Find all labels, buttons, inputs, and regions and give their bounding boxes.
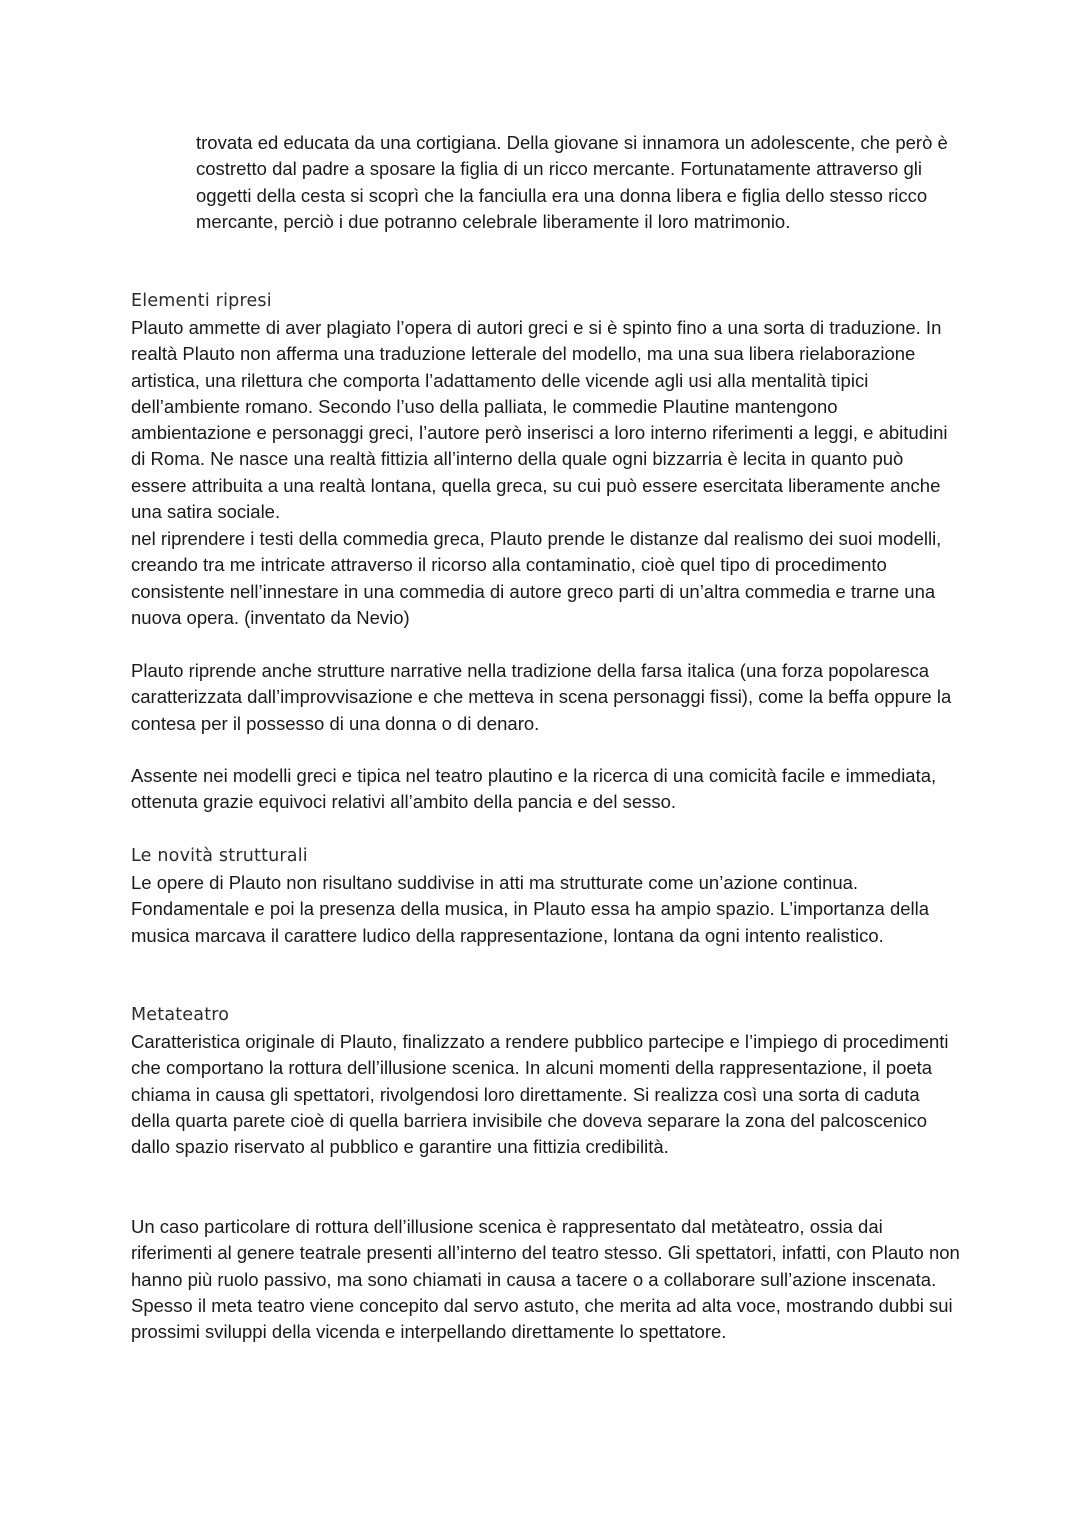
elementi-paragraph-3: Plauto riprende anche strutture narrative nella tradizione della farsa italica (una forza popolaresca caratterizzata dall’improvvisazione e che metteva in scena personaggi fissi), come la beffa oppure la contesa per il possesso di una donna o di denaro. — [131, 660, 952, 734]
section-heading-novita-strutturali: Le novità strutturali — [131, 846, 308, 866]
elementi-paragraph-4: Assente nei modelli greci e tipica nel teatro plautino e la ricerca di una comicità facile e immediata, ottenuta grazie equivoci relativi all’ambito della pancia e del sesso. — [131, 765, 937, 813]
intro-paragraph: trovata ed educata da una cortigiana. Della giovane si innamora un adolescente, che però è costretto dal padre a sposare la figlia di un ricco mercante. Fortunatamente attraverso gli oggetti della cesta si scoprì che la fanciulla era una donna libera e figlia dello stesso ricco mercante, perciò i due potranno celebrale liberamente il loro matrimonio. — [196, 132, 948, 232]
elementi-paragraph-2: nel riprendere i testi della commedia greca, Plauto prende le distanze dal realismo dei suoi modelli, creando tra me intricate attraverso il ricorso alla contaminatio, cioè quel tipo di procedimento consistente nell’innestare in una commedia di autore greco parti di un’altra commedia e trarne una nuova opera. (inventato da Nevio) — [131, 528, 942, 628]
metateatro-paragraph-2: Un caso particolare di rottura dell’illusione scenica è rappresentato dal metàteatro, ossia dai riferimenti al genere teatrale presenti all’interno del teatro stesso. Gli spettatori, infatti, con Plauto non hanno più ruolo passivo, ma sono chiamati in causa a tacere o a collaborare sull’azione inscenata. Spesso il meta teatro viene concepito dal servo astuto, che merita ad alta voce, mostrando dubbi sui prossimi sviluppi della vicenda e interpellando direttamente lo spettatore. — [131, 1216, 960, 1343]
elementi-paragraph-1: Plauto ammette di aver plagiato l’opera di autori greci e si è spinto fino a una sorta di traduzione. In realtà Plauto non afferma una traduzione letterale del modello, ma una sua libera rielaborazione artistica, una rilettura che comporta l’adattamento delle vicende agli usi alla mentalità tipici dell’ambiente romano. Secondo l’uso della palliata, le commedie Plautine mantengono ambientazione e personaggi greci, l’autore però inserisci a loro interno riferimenti a leggi, e abitudini di Roma. Ne nasce una realtà fittizia all’interno della quale ogni bizzarria è lecita in quanto può essere attribuita a una realtà lontana, quella greca, su cui può essere esercitata liberamente anche una satira sociale. — [131, 317, 948, 523]
section-heading-metateatro: Metateatro — [131, 1005, 230, 1025]
novita-paragraph-1: Le opere di Plauto non risultano suddivise in atti ma strutturate come un’azione continua. Fondamentale e poi la presenza della musica, in Plauto essa ha ampio spazio. L’importanza della musica marcava il carattere ludico della rappresentazione, lontana da ogni intento realistico. — [131, 872, 930, 946]
metateatro-paragraph-1: Caratteristica originale di Plauto, finalizzato a rendere pubblico partecipe e l’impiego di procedimenti che comportano la rottura dell’illusione scenica. In alcuni momenti della rappresentazione, il poeta chiama in causa gli spettatori, rivolgendosi loro direttamente. Si realizza così una sorta di caduta della quarta parete cioè di quella barriera invisibile che doveva separare la zona del palcoscenico dallo spazio riservato al pubblico e garantire una fittizia credibilità. — [131, 1031, 949, 1158]
section-heading-elementi-ripresi: Elementi ripresi — [131, 291, 272, 311]
